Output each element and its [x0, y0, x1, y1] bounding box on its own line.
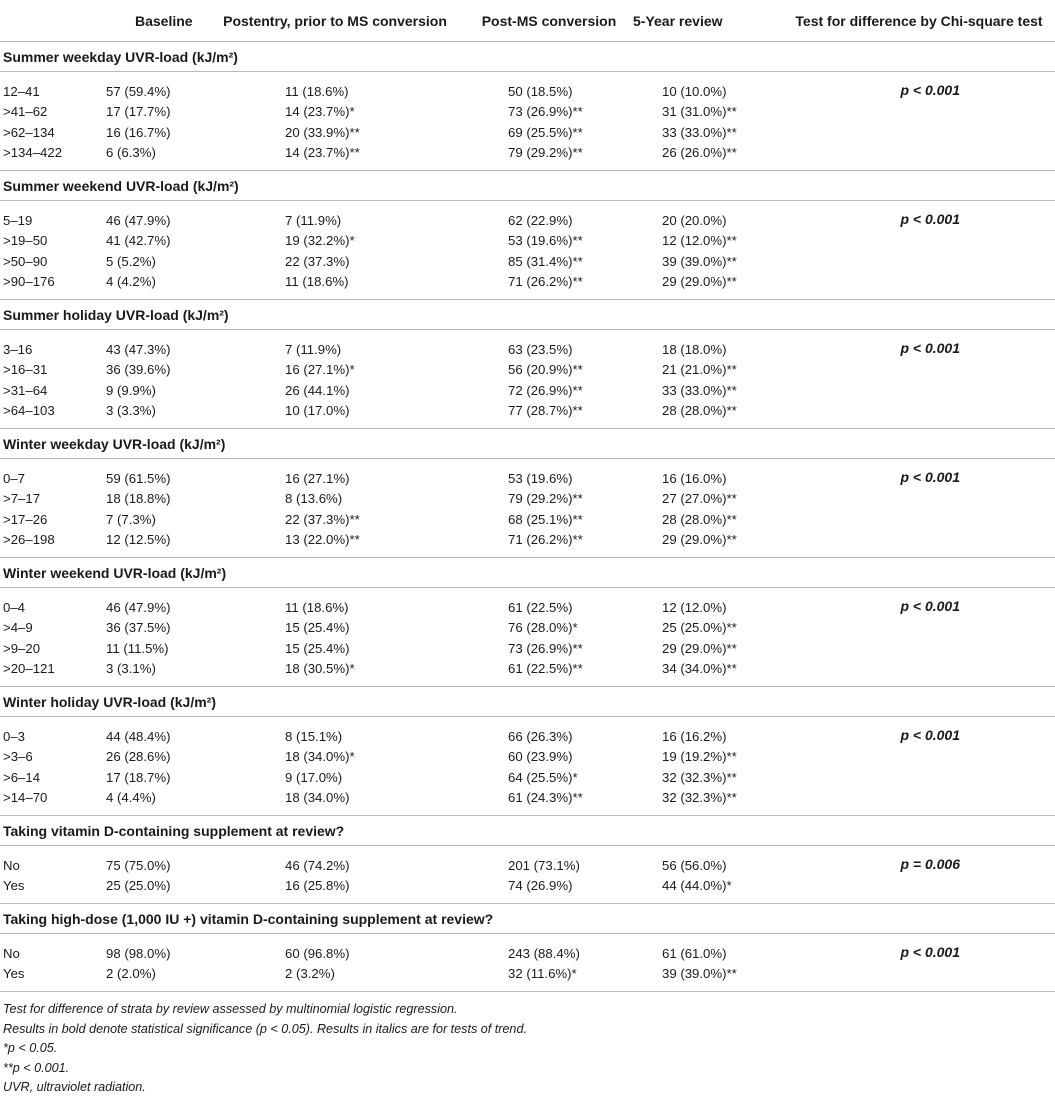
test-p-value: p < 0.001 — [900, 211, 960, 227]
footnote: UVR, ultraviolet radiation. — [3, 1080, 146, 1095]
baseline-cell: 25 (25.0%) — [106, 878, 171, 894]
stratum-cell: >9–20 — [3, 640, 41, 656]
test-p-value: p < 0.001 — [900, 727, 960, 743]
postentry-cell: 11 (18.6%) — [285, 599, 349, 615]
post-ms-cell: 243 (88.4%) — [508, 945, 580, 961]
postentry-cell: 11 (18.6%) — [285, 83, 349, 99]
stratum-cell: >7–17 — [3, 491, 41, 507]
baseline-cell: 3 (3.3%) — [106, 403, 156, 419]
baseline-cell: 6 (6.3%) — [106, 145, 156, 161]
baseline-cell: 18 (18.8%) — [106, 491, 171, 507]
postentry-cell: 20 (33.9%)** — [285, 124, 360, 140]
section-title: Winter holiday UVR-load (kJ/m²) — [0, 687, 1055, 717]
review-5yr-cell: 32 (32.3%)** — [662, 769, 737, 785]
post-ms-cell: 71 (26.2%)** — [508, 532, 583, 548]
baseline-cell: 9 (9.9%) — [106, 382, 156, 398]
postentry-cell: 18 (34.0%)* — [285, 749, 355, 765]
stratum-cell: Yes — [3, 966, 25, 982]
review-5yr-cell: 31 (31.0%)** — [662, 104, 737, 120]
review-5yr-cell: 10 (10.0%) — [662, 83, 727, 99]
table-row — [0, 747, 1055, 768]
stratum-cell: >50–90 — [3, 253, 48, 269]
section-body — [0, 934, 1055, 992]
postentry-cell: 19 (32.2%)* — [285, 233, 355, 249]
postentry-cell: 8 (15.1%) — [285, 728, 343, 744]
review-5yr-cell: 28 (28.0%)** — [662, 403, 737, 419]
review-5yr-cell: 29 (29.0%)** — [662, 532, 737, 548]
table-row — [0, 231, 1055, 252]
post-ms-cell: 53 (19.6%)** — [508, 233, 583, 249]
section-title: Summer holiday UVR-load (kJ/m²) — [0, 300, 1055, 330]
section-body — [0, 330, 1055, 429]
post-ms-cell: 74 (26.9%) — [508, 878, 573, 894]
review-5yr-cell: 56 (56.0%) — [662, 857, 727, 873]
test-p-value: p < 0.001 — [900, 944, 960, 960]
stratum-cell: 12–41 — [3, 83, 40, 99]
footnote: Test for difference of strata by review assessed by multinomial logistic regression. — [3, 1002, 458, 1016]
postentry-cell: 46 (74.2%) — [285, 857, 350, 873]
stratum-cell: >134–422 — [3, 145, 63, 161]
postentry-cell: 13 (22.0%)** — [285, 532, 360, 548]
header-5yr-review: 5-Year review — [633, 12, 723, 29]
table-row — [0, 489, 1055, 510]
test-p-value: p < 0.001 — [900, 469, 960, 485]
review-5yr-cell: 44 (44.0%)* — [662, 878, 732, 894]
stratum-cell: >62–134 — [3, 124, 55, 140]
post-ms-cell: 85 (31.4%)** — [508, 253, 583, 269]
table-row — [0, 251, 1055, 272]
table-row — [0, 530, 1055, 551]
stratum-cell: >4–9 — [3, 620, 33, 636]
review-5yr-cell: 29 (29.0%)** — [662, 274, 737, 290]
postentry-cell: 9 (17.0%) — [285, 769, 343, 785]
section-body — [0, 459, 1055, 558]
postentry-cell: 7 (11.9%) — [285, 212, 342, 228]
table-row — [0, 272, 1055, 293]
postentry-cell: 22 (37.3%)** — [285, 511, 360, 527]
stratum-cell: 0–4 — [3, 599, 26, 615]
postentry-cell: 8 (13.6%) — [285, 491, 343, 507]
header-postentry: Postentry, prior to MS conversion — [223, 12, 447, 29]
postentry-cell: 7 (11.9%) — [285, 341, 342, 357]
stratum-cell: >16–31 — [3, 362, 48, 378]
test-p-value: p < 0.001 — [900, 82, 960, 98]
stratum-cell: >31–64 — [3, 382, 48, 398]
post-ms-cell: 61 (22.5%) — [508, 599, 573, 615]
baseline-cell: 4 (4.2%) — [106, 274, 156, 290]
review-5yr-cell: 16 (16.2%) — [662, 728, 727, 744]
post-ms-cell: 76 (28.0%)* — [508, 620, 578, 636]
review-5yr-cell: 12 (12.0%)** — [662, 233, 737, 249]
baseline-cell: 44 (48.4%) — [106, 728, 171, 744]
section-body — [0, 201, 1055, 300]
post-ms-cell: 79 (29.2%)** — [508, 145, 583, 161]
post-ms-cell: 64 (25.5%)* — [508, 769, 578, 785]
stratum-cell: Yes — [3, 878, 25, 894]
review-5yr-cell: 27 (27.0%)** — [662, 491, 737, 507]
post-ms-cell: 32 (11.6%)* — [508, 966, 577, 982]
postentry-cell: 2 (3.2%) — [285, 966, 335, 982]
section-title: Winter weekend UVR-load (kJ/m²) — [0, 558, 1055, 588]
baseline-cell: 46 (47.9%) — [106, 599, 171, 615]
post-ms-cell: 73 (26.9%)** — [508, 640, 583, 656]
baseline-cell: 12 (12.5%) — [106, 532, 171, 548]
baseline-cell: 17 (17.7%) — [106, 104, 171, 120]
postentry-cell: 16 (27.1%) — [285, 470, 350, 486]
footnote: **p < 0.001. — [3, 1060, 70, 1075]
section-title: Taking high-dose (1,000 IU +) vitamin D-containing supplement at review? — [0, 904, 1055, 934]
postentry-cell: 15 (25.4%) — [285, 620, 350, 636]
postentry-cell: 15 (25.4%) — [285, 640, 350, 656]
post-ms-cell: 61 (24.3%)** — [508, 790, 583, 806]
review-5yr-cell: 39 (39.0%)** — [662, 253, 737, 269]
post-ms-cell: 53 (19.6%) — [508, 470, 573, 486]
review-5yr-cell: 19 (19.2%)** — [662, 749, 737, 765]
stratum-cell: >90–176 — [3, 274, 55, 290]
baseline-cell: 36 (37.5%) — [106, 620, 171, 636]
baseline-cell: 11 (11.5%) — [106, 640, 169, 656]
stratum-cell: >26–198 — [3, 532, 55, 548]
post-ms-cell: 62 (22.9%) — [508, 212, 573, 228]
review-5yr-cell: 39 (39.0%)** — [662, 966, 737, 982]
review-5yr-cell: 29 (29.0%)** — [662, 640, 737, 656]
section-body — [0, 846, 1055, 904]
table-row — [0, 855, 1055, 876]
header-test: Test for difference by Chi-square test — [795, 12, 1043, 29]
table-row — [0, 210, 1055, 231]
table-row — [0, 788, 1055, 809]
table-row — [0, 122, 1055, 143]
stratum-cell: >41–62 — [3, 104, 48, 120]
baseline-cell: 59 (61.5%) — [106, 470, 171, 486]
table-row — [0, 401, 1055, 422]
baseline-cell: 75 (75.0%) — [106, 857, 171, 873]
review-5yr-cell: 32 (32.3%)** — [662, 790, 737, 806]
review-5yr-cell: 34 (34.0%)** — [662, 661, 737, 677]
stratum-cell: No — [3, 945, 20, 961]
stratum-cell: 0–7 — [3, 470, 26, 486]
postentry-cell: 18 (30.5%)* — [285, 661, 355, 677]
table-row — [0, 597, 1055, 618]
post-ms-cell: 50 (18.5%) — [508, 83, 573, 99]
table-footnotes — [0, 992, 1055, 1098]
postentry-cell: 14 (23.7%)** — [285, 145, 360, 161]
stratum-cell: >17–26 — [3, 511, 48, 527]
section-title: Winter weekday UVR-load (kJ/m²) — [0, 429, 1055, 459]
table-row — [0, 943, 1055, 964]
review-5yr-cell: 20 (20.0%) — [662, 212, 727, 228]
baseline-cell: 5 (5.2%) — [106, 253, 156, 269]
table-row — [0, 638, 1055, 659]
baseline-cell: 46 (47.9%) — [106, 212, 171, 228]
stratum-cell: >19–50 — [3, 233, 48, 249]
review-5yr-cell: 21 (21.0%)** — [662, 362, 737, 378]
test-p-value: p < 0.001 — [900, 598, 960, 614]
baseline-cell: 41 (42.7%) — [106, 233, 171, 249]
post-ms-cell: 56 (20.9%)** — [508, 362, 583, 378]
table-row — [0, 360, 1055, 381]
stratum-cell: >6–14 — [3, 769, 41, 785]
stratum-cell: >14–70 — [3, 790, 48, 806]
post-ms-cell: 63 (23.5%) — [508, 341, 573, 357]
review-5yr-cell: 61 (61.0%) — [662, 945, 727, 961]
table-row — [0, 468, 1055, 489]
postentry-cell: 60 (96.8%) — [285, 945, 350, 961]
header-post-ms: Post-MS conversion — [481, 12, 617, 29]
review-5yr-cell: 18 (18.0%) — [662, 341, 727, 357]
table-row — [0, 659, 1055, 680]
postentry-cell: 11 (18.6%) — [285, 274, 349, 290]
header-baseline: Baseline — [135, 12, 193, 29]
postentry-cell: 14 (23.7%)* — [285, 104, 355, 120]
table-row — [0, 102, 1055, 123]
footnote: *p < 0.05. — [3, 1041, 58, 1056]
review-5yr-cell: 25 (25.0%)** — [662, 620, 737, 636]
table-row — [0, 964, 1055, 985]
section-title: Summer weekday UVR-load (kJ/m²) — [0, 42, 1055, 72]
post-ms-cell: 71 (26.2%)** — [508, 274, 583, 290]
baseline-cell: 36 (39.6%) — [106, 362, 171, 378]
section-body — [0, 717, 1055, 816]
post-ms-cell: 77 (28.7%)** — [508, 403, 583, 419]
post-ms-cell: 60 (23.9%) — [508, 749, 573, 765]
baseline-cell: 16 (16.7%) — [106, 124, 171, 140]
footnote: Results in bold denote statistical significance (p < 0.05). Results in italics are for tests of trend. — [3, 1021, 527, 1036]
section-body — [0, 588, 1055, 687]
postentry-cell: 10 (17.0%) — [285, 403, 350, 419]
table-header — [0, 0, 1055, 42]
stratum-cell: 5–19 — [3, 212, 33, 228]
baseline-cell: 26 (28.6%) — [106, 749, 171, 765]
stratum-cell: >3–6 — [3, 749, 33, 765]
table-row — [0, 509, 1055, 530]
review-5yr-cell: 16 (16.0%) — [662, 470, 727, 486]
post-ms-cell: 66 (26.3%) — [508, 728, 573, 744]
stratum-cell: >20–121 — [3, 661, 55, 677]
post-ms-cell: 79 (29.2%)** — [508, 491, 583, 507]
stratum-cell: 3–16 — [3, 341, 33, 357]
baseline-cell: 2 (2.0%) — [106, 966, 156, 982]
post-ms-cell: 68 (25.1%)** — [508, 511, 583, 527]
section-body — [0, 72, 1055, 171]
table-row — [0, 876, 1055, 897]
table-row — [0, 380, 1055, 401]
postentry-cell: 16 (25.8%) — [285, 878, 350, 894]
post-ms-cell: 201 (73.1%) — [508, 857, 580, 873]
baseline-cell: 17 (18.7%) — [106, 769, 171, 785]
postentry-cell: 18 (34.0%) — [285, 790, 350, 806]
table-row — [0, 81, 1055, 102]
baseline-cell: 4 (4.4%) — [106, 790, 156, 806]
post-ms-cell: 69 (25.5%)** — [508, 124, 583, 140]
section-title: Summer weekend UVR-load (kJ/m²) — [0, 171, 1055, 201]
review-5yr-cell: 26 (26.0%)** — [662, 145, 737, 161]
review-5yr-cell: 33 (33.0%)** — [662, 382, 737, 398]
post-ms-cell: 61 (22.5%)** — [508, 661, 583, 677]
stratum-cell: >64–103 — [3, 403, 55, 419]
baseline-cell: 7 (7.3%) — [106, 511, 156, 527]
stratum-cell: No — [3, 857, 20, 873]
table-row — [0, 143, 1055, 164]
baseline-cell: 43 (47.3%) — [106, 341, 171, 357]
table-row — [0, 339, 1055, 360]
table-body — [0, 42, 1055, 992]
section-title: Taking vitamin D-containing supplement at review? — [0, 816, 1055, 846]
review-5yr-cell: 28 (28.0%)** — [662, 511, 737, 527]
postentry-cell: 16 (27.1%)* — [285, 362, 355, 378]
review-5yr-cell: 12 (12.0%) — [662, 599, 727, 615]
post-ms-cell: 73 (26.9%)** — [508, 104, 583, 120]
baseline-cell: 98 (98.0%) — [106, 945, 171, 961]
post-ms-cell: 72 (26.9%)** — [508, 382, 583, 398]
stratum-cell: 0–3 — [3, 728, 26, 744]
table-row — [0, 618, 1055, 639]
postentry-cell: 26 (44.1%) — [285, 382, 350, 398]
test-p-value: p = 0.006 — [900, 856, 960, 872]
postentry-cell: 22 (37.3%) — [285, 253, 350, 269]
test-p-value: p < 0.001 — [900, 340, 960, 356]
table-row — [0, 726, 1055, 747]
baseline-cell: 3 (3.1%) — [106, 661, 156, 677]
review-5yr-cell: 33 (33.0%)** — [662, 124, 737, 140]
baseline-cell: 57 (59.4%) — [106, 83, 171, 99]
table-row — [0, 767, 1055, 788]
